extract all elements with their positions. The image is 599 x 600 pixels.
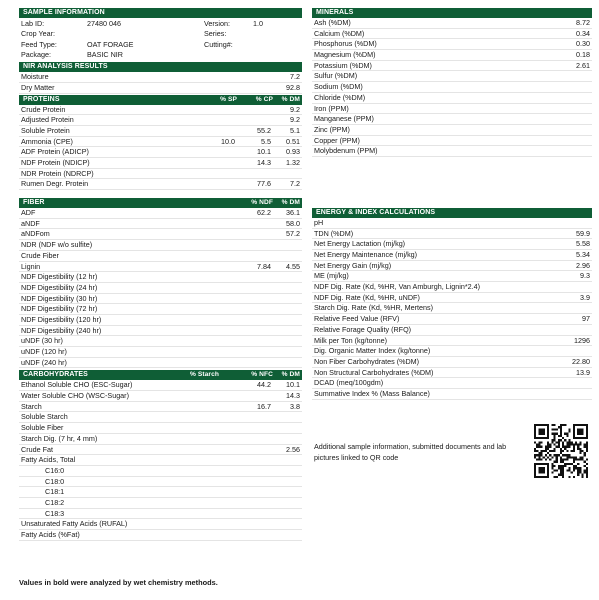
energy-row — [312, 303, 592, 314]
row-label: NDF Protein (NDICP) — [21, 158, 90, 167]
fiber-row — [19, 326, 302, 337]
ndf-value: 62.2 — [257, 208, 271, 218]
row-label: NDF Dig. Rate (Kd, %HR, uNDF) — [314, 292, 420, 302]
energy-value: 22.80 — [572, 356, 590, 366]
mineral-value: 0.18 — [576, 50, 590, 60]
dm-value: 3.8 — [290, 401, 300, 411]
nfc-value: 44.2 — [257, 380, 271, 390]
dm-value: 92.8 — [286, 82, 300, 92]
feed-type-value: OAT FORAGE — [87, 39, 134, 49]
carbs-header: CARBOHYDRATES % Starch % NFC % DM — [19, 370, 302, 380]
row-label: C18:0 — [45, 476, 65, 486]
row-label: Milk per Ton (kg/tonne) — [314, 335, 387, 345]
row-label: aNDF — [21, 218, 40, 228]
row-label: Summative Index % (Mass Balance) — [314, 388, 430, 398]
dm-value: 9.2 — [290, 115, 300, 125]
energy-row — [312, 389, 592, 400]
fiber-row — [19, 219, 302, 230]
dm-value: 58.0 — [286, 218, 300, 228]
row-label: Net Energy Lactation (mj/kg) — [314, 239, 406, 249]
lab-id-value: 27480 046 — [87, 19, 121, 28]
energy-row — [312, 229, 592, 240]
energy-row — [312, 239, 592, 250]
nir-header: NIR ANALYSIS RESULTS — [19, 62, 302, 72]
row-label: Soluble Protein — [21, 125, 70, 135]
row-label: Sodium (%DM) — [314, 82, 363, 92]
mineral-row — [312, 146, 592, 157]
protein-row — [19, 137, 302, 148]
protein-row — [19, 169, 302, 180]
mineral-row — [312, 104, 592, 115]
dm-value: 0.93 — [286, 147, 300, 157]
row-label: Moisture — [21, 72, 49, 82]
energy-row — [312, 282, 592, 293]
row-label: C18:3 — [45, 508, 65, 518]
energy-value: 5.34 — [576, 250, 590, 259]
row-label: Starch — [21, 401, 42, 411]
row-label: aNDFom — [21, 229, 50, 239]
dm-value: 36.1 — [286, 208, 300, 218]
energy-row — [312, 218, 592, 229]
fiber-table — [19, 208, 302, 368]
fiber-row — [19, 358, 302, 369]
cp-value: 5.5 — [261, 136, 271, 146]
carb-row — [19, 455, 302, 466]
row-label: DCAD (meq/100gdm) — [314, 378, 384, 388]
row-label: C18:2 — [45, 497, 65, 507]
carb-row — [19, 498, 302, 509]
minerals-header: MINERALS — [312, 8, 592, 18]
energy-value: 3.9 — [580, 292, 590, 302]
row-label: Adjusted Protein — [21, 115, 74, 125]
row-label: NDF Digestibility (240 hr) — [21, 325, 102, 335]
energy-row — [312, 314, 592, 325]
cp-value: 77.6 — [257, 179, 271, 189]
row-label: Non Structural Carbohydrates (%DM) — [314, 367, 434, 377]
row-label: Potassium (%DM) — [314, 60, 372, 70]
row-label: ME (mj/kg) — [314, 271, 349, 281]
fiber-row — [19, 229, 302, 240]
protein-row — [19, 147, 302, 158]
nir-row — [19, 72, 302, 83]
carb-row — [19, 445, 302, 456]
row-label: Fatty Acids (%Fat) — [21, 530, 80, 539]
energy-value: 13.9 — [576, 367, 590, 377]
nir-row — [19, 83, 302, 94]
row-label: NDR (NDF w/o sulfite) — [21, 240, 93, 250]
energy-row — [312, 336, 592, 347]
cp-value: 10.1 — [257, 147, 271, 157]
row-label: uNDF (120 hr) — [21, 347, 67, 356]
carb-row — [19, 466, 302, 477]
carb-row — [19, 402, 302, 413]
row-label: uNDF (30 hr) — [21, 336, 63, 346]
nfc-value: 16.7 — [257, 401, 271, 411]
row-label: Crude Fat — [21, 444, 53, 454]
mineral-row — [312, 136, 592, 147]
row-label: Relative Forage Quality (RFQ) — [314, 324, 412, 334]
row-label: Manganese (PPM) — [314, 114, 374, 124]
version-value: 1.0 — [253, 19, 263, 28]
energy-row — [312, 368, 592, 379]
mineral-row — [312, 39, 592, 50]
row-label: Ash (%DM) — [314, 18, 351, 27]
additional-info-text: Additional sample information, submitted documents and lab pictures linked to QR code — [314, 442, 507, 462]
row-label: Calcium (%DM) — [314, 28, 365, 38]
package-value: BASIC NIR — [87, 49, 123, 59]
left-column — [19, 8, 302, 541]
mineral-row — [312, 50, 592, 61]
protein-row — [19, 126, 302, 137]
row-label: Starch Dig. Rate (Kd, %HR, Mertens) — [314, 303, 434, 313]
energy-value: 9.3 — [580, 271, 590, 281]
dm-value: 4.55 — [286, 261, 300, 271]
dm-value: 0.51 — [286, 136, 300, 146]
energy-row — [312, 271, 592, 282]
row-label: Iron (PPM) — [314, 103, 349, 113]
row-label: Copper (PPM) — [314, 135, 360, 145]
dm-value: 57.2 — [286, 229, 300, 239]
carb-row — [19, 519, 302, 530]
row-label: Dry Matter — [21, 82, 55, 92]
carb-row — [19, 487, 302, 498]
mineral-row — [312, 125, 592, 136]
energy-value: 1296 — [574, 335, 590, 345]
mineral-row — [312, 71, 592, 82]
sp-value: 10.0 — [221, 136, 235, 146]
row-label: Phosphorus (%DM) — [314, 39, 377, 49]
proteins-header: PROTEINS % SP % CP % DM — [19, 95, 302, 105]
energy-table — [312, 218, 592, 400]
carbs-table — [19, 380, 302, 540]
row-label: NDF Dig. Rate (Kd, %HR, Van Amburgh, Lignin*2.4) — [314, 282, 481, 292]
energy-row — [312, 357, 592, 368]
row-label: ADF — [21, 208, 36, 218]
row-label: NDF Digestibility (12 hr) — [21, 272, 98, 282]
row-label: Chloride (%DM) — [314, 92, 366, 102]
energy-row — [312, 250, 592, 261]
mineral-value: 0.34 — [576, 28, 590, 38]
fiber-row — [19, 240, 302, 251]
energy-row — [312, 293, 592, 304]
row-label: NDF Digestibility (24 hr) — [21, 282, 98, 292]
protein-row — [19, 105, 302, 116]
dm-value: 1.32 — [286, 158, 300, 167]
nir-table — [19, 72, 302, 93]
protein-row — [19, 158, 302, 169]
row-label: Unsaturated Fatty Acids (RUFAL) — [21, 519, 128, 529]
mineral-row — [312, 82, 592, 93]
row-label: ADF Protein (ADICP) — [21, 147, 89, 157]
row-label: Rumen Degr. Protein — [21, 179, 89, 189]
dm-value: 7.2 — [290, 72, 300, 82]
row-label: Sulfur (%DM) — [314, 71, 358, 81]
cp-value: 14.3 — [257, 158, 271, 167]
energy-value: 59.9 — [576, 228, 590, 238]
fiber-row — [19, 272, 302, 283]
carb-row — [19, 530, 302, 541]
row-label: NDF Digestibility (120 hr) — [21, 314, 102, 324]
energy-row — [312, 378, 592, 389]
row-label: Zinc (PPM) — [314, 124, 350, 134]
fiber-row — [19, 262, 302, 273]
mineral-row — [312, 114, 592, 125]
dm-value: 7.2 — [290, 179, 300, 189]
dm-value: 5.1 — [290, 125, 300, 135]
energy-row — [312, 346, 592, 357]
row-label: Relative Feed Value (RFV) — [314, 314, 400, 324]
row-label: Molybdenum (PPM) — [314, 146, 378, 156]
fiber-header: FIBER % NDF % DM — [19, 198, 302, 208]
footnote: Values in bold were analyzed by wet chemistry methods. — [19, 578, 218, 587]
row-label: Fatty Acids, Total — [21, 455, 76, 465]
row-label: TDN (%DM) — [314, 228, 354, 238]
fiber-row — [19, 251, 302, 262]
dm-value: 9.2 — [290, 104, 300, 114]
sample-info-header: SAMPLE INFORMATION — [19, 8, 302, 18]
mineral-value: 2.61 — [576, 60, 590, 70]
dm-value: 2.56 — [286, 444, 300, 454]
row-label: Soluble Starch — [21, 412, 68, 422]
mineral-row — [312, 29, 592, 40]
row-label: pH — [314, 217, 324, 227]
row-label: NDF Digestibility (30 hr) — [21, 293, 98, 303]
fiber-row — [19, 208, 302, 219]
mineral-row — [312, 61, 592, 72]
row-label: Ethanol Soluble CHO (ESC-Sugar) — [21, 380, 133, 390]
protein-row — [19, 179, 302, 190]
carb-row — [19, 391, 302, 402]
dm-value: 14.3 — [286, 391, 300, 401]
energy-value: 2.96 — [576, 260, 590, 270]
sample-info-block: Lab ID: 27480 046 Version: 1.0 Crop Year: Series: Feed Type: OAT FORAGE Cutting#: Package: BASIC NIR — [21, 19, 263, 59]
row-label: Starch Dig. (7 hr, 4 mm) — [21, 433, 98, 443]
proteins-table — [19, 105, 302, 191]
energy-row — [312, 325, 592, 336]
minerals-table — [312, 18, 592, 157]
row-label: C16:0 — [45, 465, 65, 475]
row-label: C18:1 — [45, 487, 65, 497]
row-label: Soluble Fiber — [21, 423, 64, 433]
mineral-value: 0.30 — [576, 39, 590, 49]
energy-row — [312, 261, 592, 272]
row-label: Magnesium (%DM) — [314, 50, 376, 60]
row-label: Dig. Organic Matter Index (kg/tonne) — [314, 346, 431, 356]
fiber-row — [19, 336, 302, 347]
row-label: NDR Protein (NDRCP) — [21, 168, 94, 178]
carb-row — [19, 423, 302, 434]
fiber-row — [19, 294, 302, 305]
fiber-row — [19, 283, 302, 294]
row-label: Lignin — [21, 261, 41, 271]
mineral-row — [312, 93, 592, 104]
fiber-row — [19, 304, 302, 315]
protein-row — [19, 115, 302, 126]
carb-row — [19, 434, 302, 445]
carb-row — [19, 509, 302, 520]
carb-row — [19, 412, 302, 423]
carb-row — [19, 380, 302, 391]
carb-row — [19, 477, 302, 488]
row-label: Net Energy Gain (mj/kg) — [314, 260, 392, 270]
energy-value: 5.58 — [576, 239, 590, 249]
fiber-row — [19, 347, 302, 358]
row-label: Ammonia (CPE) — [21, 136, 73, 146]
mineral-value: 8.72 — [576, 18, 590, 27]
qr-code-icon[interactable] — [534, 424, 588, 478]
ndf-value: 7.84 — [257, 261, 271, 271]
energy-header: ENERGY & INDEX CALCULATIONS — [312, 208, 592, 218]
cp-value: 55.2 — [257, 125, 271, 135]
row-label: Non Fiber Carbohydrates (%DM) — [314, 356, 420, 366]
row-label: Water Soluble CHO (WSC-Sugar) — [21, 391, 129, 401]
right-column — [312, 8, 592, 400]
dm-value: 10.1 — [286, 380, 300, 390]
row-label: uNDF (240 hr) — [21, 357, 67, 367]
energy-value: 97 — [582, 314, 590, 324]
mineral-row — [312, 18, 592, 29]
row-label: Crude Protein — [21, 104, 66, 114]
row-label: NDF Digestibility (72 hr) — [21, 304, 98, 314]
row-label: Crude Fiber — [21, 250, 59, 260]
fiber-row — [19, 315, 302, 326]
row-label: Net Energy Maintenance (mj/kg) — [314, 250, 418, 259]
